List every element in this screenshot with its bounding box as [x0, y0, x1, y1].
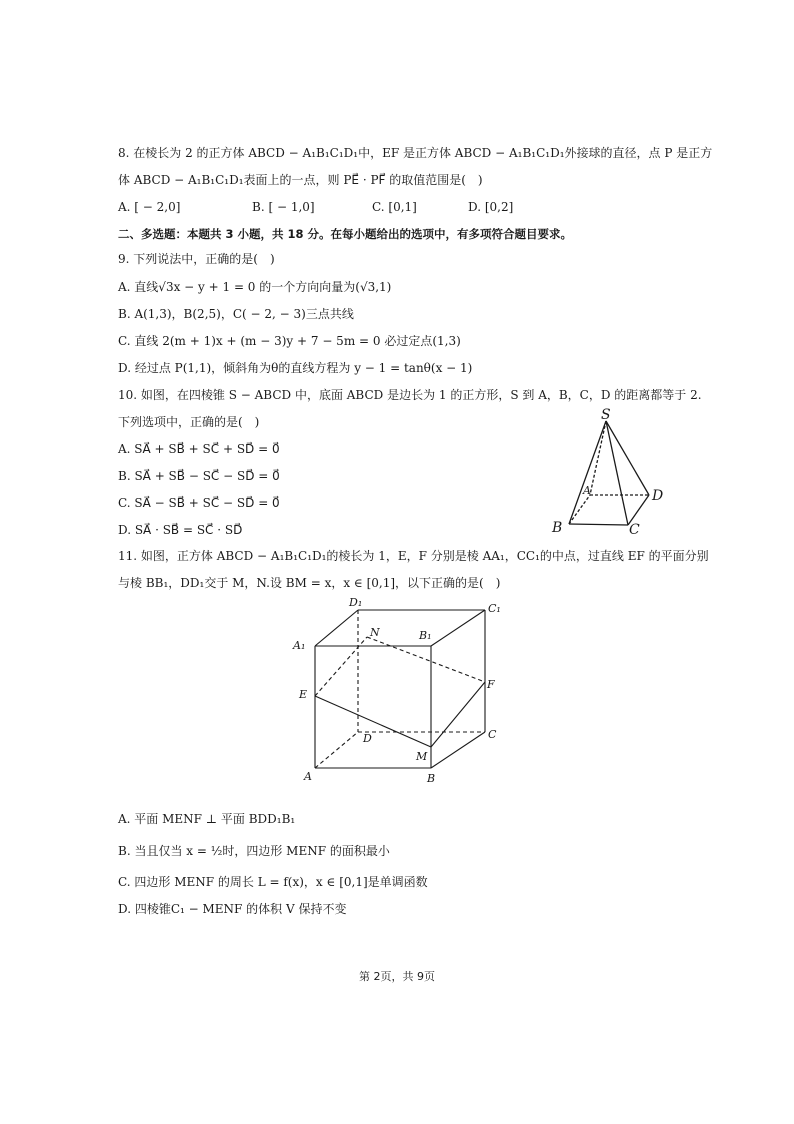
q8-line2: 体 ABCD − A₁B₁C₁D₁表面上的一点，则 PE⃗ · PF⃗ 的取值范围是( ) — [118, 173, 483, 187]
q11-option-a: A. 平面 MENF ⊥ 平面 BDD₁B₁ — [118, 812, 296, 826]
pyramid-label-d: D — [652, 488, 664, 504]
pyramid-label-b: B — [552, 520, 563, 536]
q9-option-d: D. 经过点 P(1,1)，倾斜角为θ的直线方程为 y − 1 = tanθ(x − 1) — [118, 361, 473, 375]
pyramid-label-s: S — [601, 408, 611, 423]
cube-figure — [285, 592, 515, 787]
q10-line1: 10. 如图，在四棱锥 S − ABCD 中，底面 ABCD 是边长为 1 的正方形，S 到 A，B，C，D 的距离都等于 2. — [118, 388, 702, 402]
cube-label-b1: B₁ — [419, 629, 432, 642]
cube-label-d: D — [363, 732, 372, 745]
cube-label-e: E — [299, 688, 308, 701]
cube-label-m: M — [416, 750, 428, 763]
q9-stem: 9. 下列说法中，正确的是( ) — [118, 252, 275, 266]
q8-option-c: C. [0,1] — [372, 200, 417, 214]
page-footer: 第 2页，共 9页 — [359, 970, 435, 983]
q8-option-b: B. [ − 1,0] — [252, 200, 315, 214]
cube-label-d1: D₁ — [349, 596, 363, 609]
pyramid-label-c: C — [629, 522, 640, 538]
q11-line2: 与棱 BB₁，DD₁交于 M，N.设 BM = x，x ∈ [0,1]，以下正确的是( ) — [118, 576, 501, 590]
pyramid-label-a: A — [583, 484, 591, 497]
q8-line1: 8. 在棱长为 2 的正方体 ABCD − A₁B₁C₁D₁中，EF 是正方体 ABCD − A₁B₁C₁D₁外接球的直径，点 P 是正方 — [118, 146, 713, 160]
cube-label-n: N — [370, 626, 380, 639]
q11-option-b: B. 当且仅当 x = ½时，四边形 MENF 的面积最小 — [118, 844, 390, 858]
q9-option-b: B. A(1,3)，B(2,5)，C( − 2, − 3)三点共线 — [118, 307, 354, 321]
q8-option-a: A. [ − 2,0] — [118, 200, 181, 214]
q11-line1: 11. 如图，正方体 ABCD − A₁B₁C₁D₁的棱长为 1，E，F 分别是棱 AA₁，CC₁的中点，过直线 EF 的平面分别 — [118, 549, 709, 563]
pyramid-figure — [545, 408, 675, 538]
q11-option-d: D. 四棱锥C₁ − MENF 的体积 V 保持不变 — [118, 902, 347, 916]
cube-label-a: A — [304, 770, 312, 783]
q10-option-b: B. SA⃗ + SB⃗ − SC⃗ − SD⃗ = 0⃗ — [118, 469, 280, 483]
cube-label-f: F — [487, 678, 495, 691]
cube-label-c1: C₁ — [488, 602, 501, 615]
cube-label-b: B — [427, 772, 436, 785]
cube-label-a1: A₁ — [293, 639, 306, 652]
q10-option-d: D. SA⃗ · SB⃗ = SC⃗ · SD⃗ — [118, 523, 243, 537]
section-heading: 二、多选题：本题共 3 小题，共 18 分。在每小题给出的选项中，有多项符合题目要求。 — [118, 227, 573, 241]
q10-line2: 下列选项中，正确的是( ) — [118, 415, 260, 429]
q9-option-a: A. 直线√3x − y + 1 = 0 的一个方向向量为(√3,1) — [118, 280, 392, 294]
q10-option-a: A. SA⃗ + SB⃗ + SC⃗ + SD⃗ = 0⃗ — [118, 442, 280, 456]
q9-option-c: C. 直线 2(m + 1)x + (m − 3)y + 7 − 5m = 0 必过定点(1,3) — [118, 334, 461, 348]
q11-option-c: C. 四边形 MENF 的周长 L = f(x)，x ∈ [0,1]是单调函数 — [118, 875, 428, 889]
cube-label-c: C — [488, 728, 497, 741]
q8-option-d: D. [0,2] — [468, 200, 514, 214]
q10-option-c: C. SA⃗ − SB⃗ + SC⃗ − SD⃗ = 0⃗ — [118, 496, 280, 510]
